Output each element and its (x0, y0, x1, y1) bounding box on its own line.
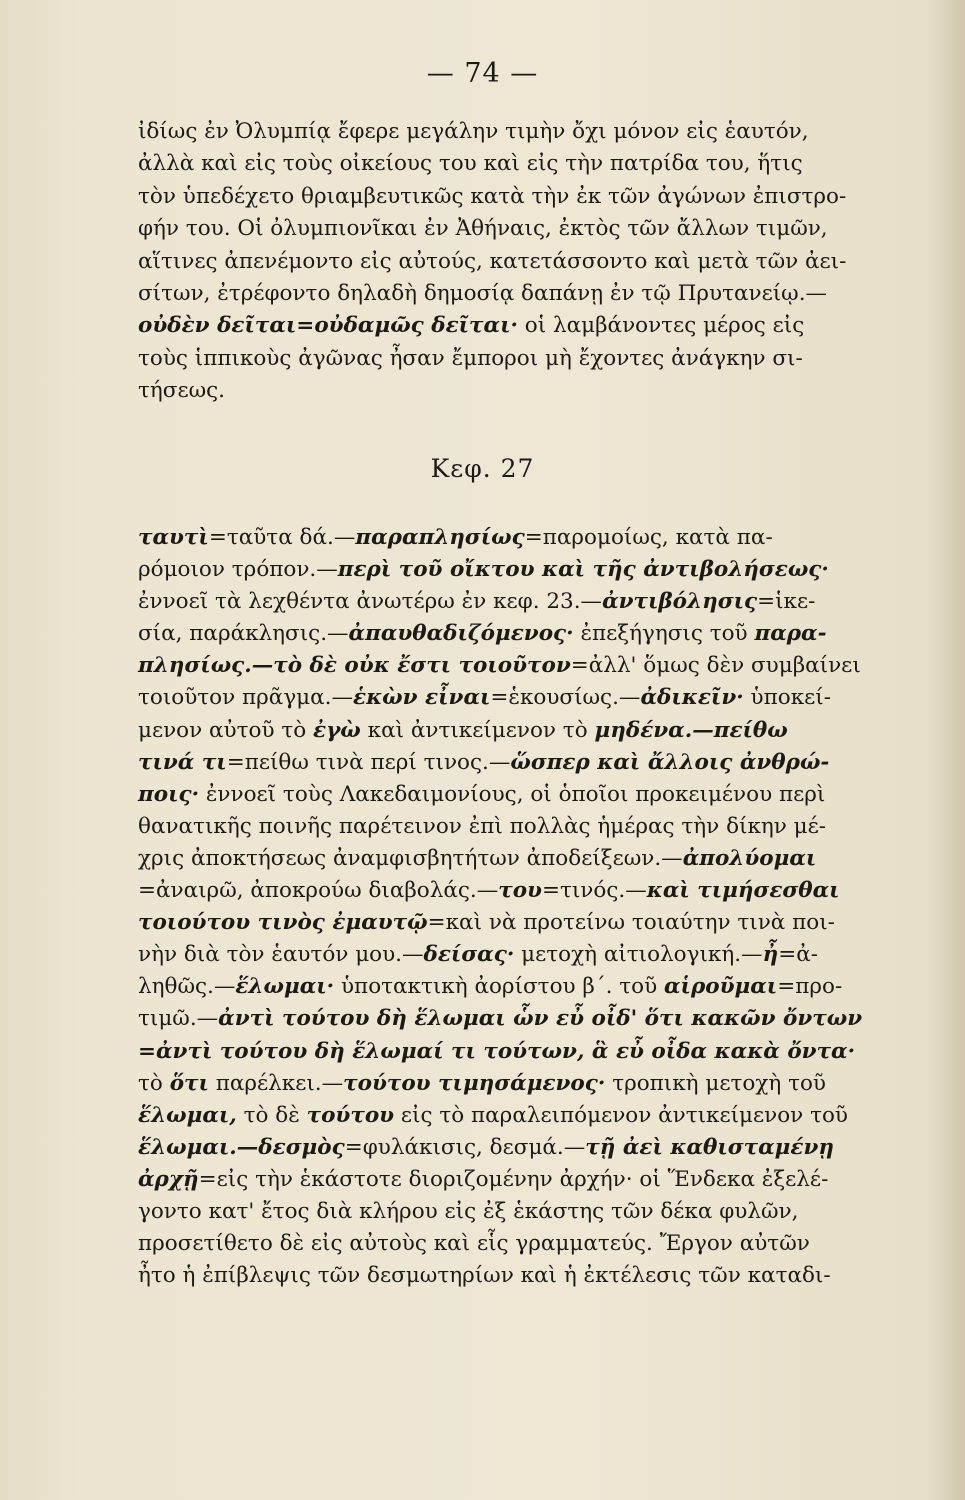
text-span: ἐννοεῖ τοὺς Λακεδαιμονίους, οἱ ὁποῖοι προκειμένου περὶ (199, 781, 826, 807)
text-span: =ταῦτα δά.— (208, 525, 356, 550)
text-span: τιμῶ.— (138, 1006, 219, 1032)
chapter-commentary (138, 522, 880, 1292)
text-span: μενον αὐτοῦ τὸ (138, 717, 314, 743)
keyword: παρα- (754, 621, 827, 647)
text-line (138, 522, 880, 554)
keyword: ὥσπερ καὶ ἄλλοις ἀνθρώ- (510, 749, 830, 775)
keyword: ἕλωμαι· (235, 974, 335, 1000)
text-span: καὶ ἀντικείμενον τὸ (360, 717, 595, 743)
text-span: νὴν διὰ τὸν ἑαυτόν μου.— (138, 942, 424, 968)
text-line (138, 1132, 880, 1164)
paragraph-continuation (138, 116, 880, 408)
keyword: ἦ (762, 942, 779, 968)
text-line (138, 650, 880, 682)
text-span: =εἰς τὴν ἑκάστοτε διοριζομένην ἀρχήν· οἱ Ἕνδεκα ἐξελέ- (198, 1166, 829, 1192)
text-line: προσετίθετο δὲ εἰς αὐτοὺς καὶ εἷς γραμματεύς. Ἔργον αὐτῶν (138, 1231, 810, 1257)
text-span: =προ- (777, 974, 843, 1000)
keyword: ἀπαυθαδιζόμενος· (348, 621, 574, 647)
text-line (138, 939, 880, 971)
page-number: — 74 — (426, 58, 539, 89)
text-span: ληθῶς.— (138, 974, 236, 1000)
keyword: περὶ τοῦ οἴκτου καὶ τῆς ἀντιβολήσεως· (337, 557, 829, 583)
keyword: =ἀντὶ τούτου δὴ ἕλωμαί τι τούτων, ἃ εὖ οἶδα κακὰ ὄντα· (138, 1038, 856, 1064)
text-line (138, 586, 880, 618)
text-span: οἱ λαμβάνοντες μέρος εἰς (517, 313, 805, 339)
keyword: ὅτι (169, 1070, 209, 1096)
text-line (138, 682, 880, 714)
keyword: δείσας· (423, 942, 515, 968)
keyword: ἀπολύομαι (682, 845, 817, 871)
text-span: =παρομοίως, κατὰ πα- (524, 525, 773, 550)
text-span: παρέλκει.— (208, 1070, 344, 1096)
text-line (138, 1003, 880, 1035)
text-line: τὸν ὑπεδέχετο θριαμβευτικῶς κατὰ τὴν ἐκ τῶν ἀγώνων ἐπιστρο- (138, 183, 847, 209)
text-line (138, 1164, 880, 1196)
text-span: ρόμοιον τρόπον.— (138, 557, 338, 583)
keyword: ἐγὼ (313, 717, 361, 743)
text-span: =ἑκουσίως.— (490, 685, 641, 711)
text-span: ἐπεξήγησις τοῦ (573, 621, 755, 647)
text-span: =φυλάκισις, δεσμά.— (344, 1134, 586, 1160)
text-line (138, 875, 880, 907)
text-line (138, 554, 880, 586)
text-span: =ἀναιρῶ, ἀποκρούω διαβολάς.— (138, 878, 499, 904)
keyword: ποις· (138, 781, 200, 807)
keyword: τοιούτου τινὸς ἐμαυτῷ (138, 910, 428, 936)
text-span: =τινός.— (541, 878, 647, 904)
keyword: ἀρχῇ (138, 1166, 199, 1192)
keyword: τῇ ἀεὶ καθισταμένῃ (585, 1134, 834, 1160)
text-line: φήν του. Οἱ ὀλυμπιονῖκαι ἐν Ἀθήναις, ἐκτὸς τῶν ἄλλων τιμῶν, (138, 216, 828, 242)
keyword: καὶ τιμήσεσθαι (646, 878, 840, 904)
keyword: ἑκὼν εἶναι (353, 685, 491, 711)
keyword: τούτου (306, 1102, 395, 1128)
text-line: τοὺς ἱππικοὺς ἀγῶνας ἦσαν ἔμποροι μὴ ἔχοντες ἀνάγκην σι- (138, 345, 803, 371)
keyword: παραπλησίως (355, 525, 525, 550)
text-line: γοντο κατ' ἔτος διὰ κλήρου εἰς ἐξ ἑκάστης τῶν δέκα φυλῶν, (138, 1198, 799, 1224)
text-line (138, 971, 880, 1003)
text-line (138, 907, 880, 939)
text-line (138, 1100, 880, 1132)
text-span: τροπικὴ μετοχὴ τοῦ (605, 1070, 826, 1096)
text-line (138, 747, 880, 779)
chapter-heading: Κεφ. 27 (430, 454, 535, 483)
text-span: ὑποκεί- (743, 685, 831, 711)
text-line: αἵτινες ἀπενέμοντο εἰς αὐτούς, κατετάσσοντο καὶ μετὰ τῶν ἀει- (138, 248, 847, 274)
text-span: χρις ἀποκτήσεως ἀναμφισβητήτων ἀποδείξεων.— (138, 845, 683, 871)
text-line: ἀλλὰ καὶ εἰς τοὺς οἰκείους του καὶ εἰς τὴν πατρίδα του, ἥτις (138, 151, 803, 177)
keyword: του (498, 878, 542, 904)
text-line (138, 779, 880, 811)
text-span: =ἀ- (778, 942, 819, 968)
text-span: τὸ δὲ (236, 1102, 307, 1128)
text-line (138, 843, 880, 875)
text-line: σίτων, ἐτρέφοντο δηλαδὴ δημοσίᾳ δαπάνῃ ἐν τῷ Πρυτανείῳ.— (138, 281, 828, 307)
text-span: τὸ (138, 1070, 170, 1096)
keyword: μηδένα.—πείθω (594, 717, 788, 743)
keyword: ταυτὶ (138, 525, 209, 550)
text-span: τοιοῦτον πρᾶγμα.— (138, 685, 353, 711)
text-line (138, 1068, 880, 1100)
keyword: ἕλωμαι, (138, 1102, 237, 1128)
text-line (138, 310, 880, 342)
text-span: =καὶ νὰ προτείνω τοιαύτην τινὰ ποι- (427, 910, 835, 936)
text-line: τήσεως. (138, 378, 225, 404)
keyword: ἀδικεῖν· (640, 685, 744, 711)
keyword: τινά τι (138, 749, 227, 775)
text-span: ἐννοεῖ τὰ λεχθέντα ἀνωτέρω ἐν κεφ. 23.— (138, 589, 603, 615)
text-line: ἦτο ἡ ἐπίβλεψις τῶν δεσμωτηρίων καὶ ἡ ἐκτέλεσις τῶν καταδι- (138, 1263, 831, 1289)
text-span: σία, παράκλησις.— (138, 621, 349, 647)
text-line (138, 618, 880, 650)
keyword: ἀντιβόλησις (602, 589, 758, 615)
keyword: ἕλωμαι.—δεσμὸς (138, 1134, 345, 1160)
keyword: αἱροῦμαι (664, 974, 778, 1000)
text-span: =ἱκε- (757, 589, 816, 615)
text-span: εἰς τὸ παραλειπόμενον ἀντικείμενον τοῦ (394, 1102, 848, 1128)
text-span: =ἀλλ' ὅμως δὲν συμβαίνει (570, 653, 861, 679)
text-line: θανατικῆς ποινῆς παρέτεινον ἐπὶ πολλὰς ἡμέρας τὴν δίκην μέ- (138, 813, 827, 839)
text-line (138, 1036, 880, 1068)
text-line: ἰδίως ἐν Ὀλυμπίᾳ ἔφερε μεγάλην τιμὴν ὄχι μόνον εἰς ἑαυτόν, (138, 119, 809, 144)
text-span: μετοχὴ αἰτιολογική.— (514, 942, 763, 968)
keyword: ἀντὶ τούτου δὴ ἕλωμαι ὧν εὖ οἶδ' ὅτι κακῶν ὄντων (218, 1006, 863, 1032)
text-span: =πείθω τινὰ περί τινος.— (226, 749, 511, 775)
text-line (138, 715, 880, 747)
text-span: ὑποτακτικὴ ἀορίστου β΄. τοῦ (334, 974, 665, 1000)
keyword: οὐδὲν δεῖται=οὐδαμῶς δεῖται· (138, 313, 518, 339)
keyword: τούτου τιμησάμενος· (343, 1070, 606, 1096)
keyword: πλησίως.—τὸ δὲ οὐκ ἔστι τοιοῦτον (138, 653, 571, 679)
